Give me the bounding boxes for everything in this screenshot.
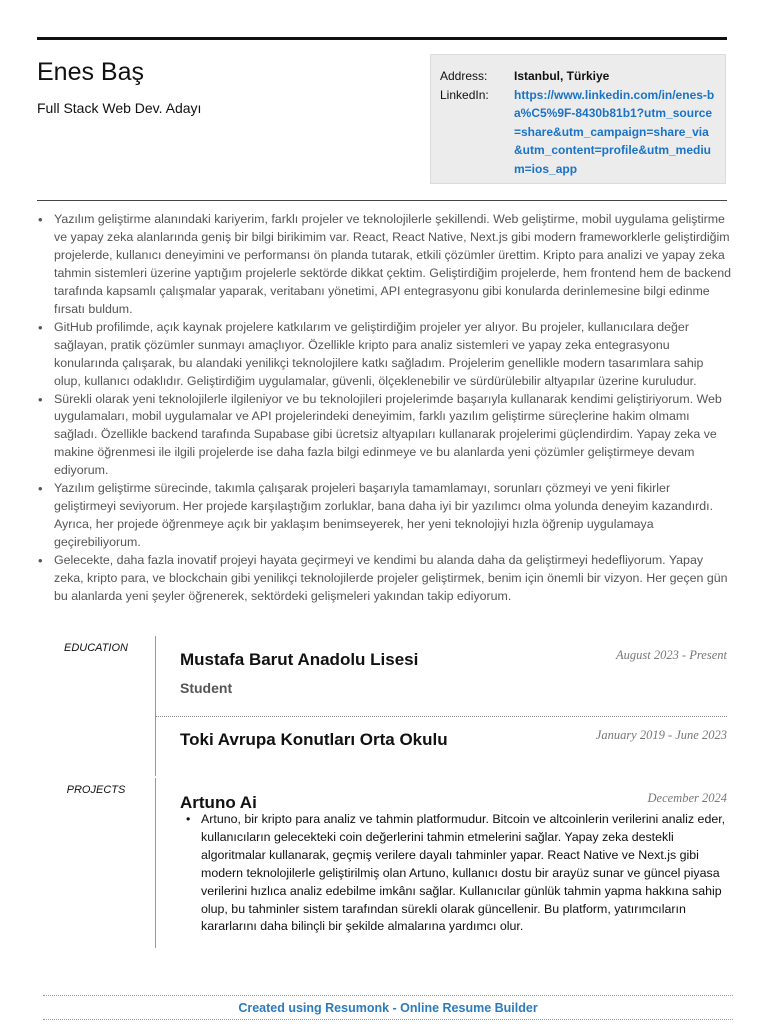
projects-vline (155, 778, 156, 948)
candidate-name: Enes Baş (37, 58, 145, 86)
linkedin-label: LinkedIn: (440, 87, 489, 102)
summary-item: • Yazılım geliştirme alanındaki kariyerim, farklı projeler ve teknolojilerle şekillendi. Web geliştirme, mobil uygulama geliştirme ve yapay zeka alanlarında geniş bir bilgi birikimim var. React, React Native, Next.js gibi modern frameworklerle geliştirdiğim projelerde, kullanıcı deneyimini ve performansı ön planda tutarak, etkili çözümler ürettim. Kripto para analizi ve yapay zeka tahmin sistemleri üzerine yaptığım projelerle sektörde dikkat çektim. Geliştirdiğim projelerde, hem frontend hem de backend tarafında kapsamlı çalışmalar yaparak, veritabanı yönetimi, API entegrasyonu gibi konularda derinlemesine bilgi edinme fırsatı buldum. (36, 211, 732, 319)
top-rule (37, 37, 727, 40)
projects-section (37, 778, 727, 948)
project-title: Artuno Ai (180, 793, 257, 812)
candidate-subtitle: Full Stack Web Dev. Adayı (37, 100, 202, 116)
contact-box (430, 54, 726, 184)
projects-label: PROJECTS (66, 784, 126, 796)
project-bullets (183, 811, 731, 936)
education-vline (155, 636, 156, 776)
summary-list (36, 211, 732, 606)
summary-item: • Yazılım geliştirme sürecinde, takımla çalışarak projeleri başarıyla tamamlamayı, sorunları çözmeyi ve yeni fikirler geliştirmeyi seviyorum. Her projede karşılaştığım zorluklar, bana daha iyi bir yazılımcı olma yolunda deneyim kazandırdı. Ayrıca, her projede öğrenmeye açık bir yaklaşım benimseyerek, her yeni teknolojiyi hızla öğrenip uygulamaya geçirebiliyorum. (36, 480, 732, 552)
summary-item: • Sürekli olarak yeni teknolojilerle ilgileniyor ve bu teknolojileri projelerimde başarıyla kullanarak kendimi geliştiriyorum. Web uygulamaları, mobil uygulamalar ve API projelerindeki deneyimim, farklı yazılım geliştirme süreçlerine hakim olmamı sağladı. Özellikle backend tarafında Supabase gibi ücretsiz altyapıları kullanarak projelerimi güçlendirdim. Yapay zeka ve makine öğrenmesi ile ilgili projelerde ise daha fazla bilgi edinmeye ve bu alanlarda yeni çözümler geliştirmeye devam ediyorum. (36, 391, 732, 481)
education-date: August 2023 - Present (616, 648, 727, 662)
project-date: December 2024 (647, 791, 727, 805)
education-date: January 2019 - June 2023 (595, 728, 727, 742)
education-school: Mustafa Barut Anadolu Lisesi (180, 650, 419, 669)
header-divider (37, 200, 727, 201)
linkedin-row (440, 86, 717, 179)
summary-item: • GitHub profilimde, açık kaynak projelere katkılarım ve geliştirdiğim projeler yer alıyor. Bu projeler, kullanıcılara değer sağlayan, pratik çözümler sunmayı amaçlıyor. Özellikle kripto para analiz sistemleri ve yapay zeka entegrasyonu konularında çalışarak, bu alandaki yenilikçi teknolojilere katkı sağladım. Projelerim genellikle modern tasarımlara sahip olup, kullanıcı odaklıdır. Geliştirdiğim uygulamalar, güvenli, ölçeklenebilir ve sürdürülebilir altyapılar üzerine kuruludur. (36, 319, 732, 391)
education-separator (155, 716, 727, 717)
education-section (37, 636, 727, 776)
address-row (440, 67, 717, 86)
education-label: EDUCATION (64, 642, 128, 654)
linkedin-link[interactable]: https://www.linkedin.com/in/enes-ba%C5%9F-8430b81b1?utm_source=share&utm_campaign=share_via&utm_content=profile&utm_medium=ios_app (514, 87, 715, 176)
education-role: Student (180, 680, 233, 696)
project-bullet: • Artuno, bir kripto para analiz ve tahmin platformudur. Bitcoin ve altcoinlerin verilerini analiz eder, kullanıcıların gelecekteki coin değerlerini tahmin etmelerini sağlar. Yapay zeka destekli algoritmalar kullanarak, geçmiş verilere dayalı tahminler yapar. React Native ve Next.js gibi modern teknolojilerle geliştirilmiş olan Artuno, kullanıcı dostu bir arayüz sunar ve güncel piyasa verilerini hızlıca analiz edebilme imkânı sağlar. Kullanıcılar günlük tahmin yapma hakkına sahip olup, bu tahminler sistem tarafından sürekli olarak güncellenir. Bu platform, yatırımcıların kararlarını daha bilinçli bir şekilde almalarına yardımcı olur. (183, 811, 731, 936)
education-school: Toki Avrupa Konutları Orta Okulu (180, 730, 448, 749)
address-value: Istanbul, Türkiye (514, 69, 610, 83)
footer-text[interactable]: Created using Resumonk - Online Resume Builder (238, 1001, 538, 1015)
footer-credit[interactable] (43, 995, 733, 1020)
address-label: Address: (440, 69, 488, 83)
summary-item: • Gelecekte, daha fazla inovatif projeyi hayata geçirmeyi ve kendimi bu alanda daha da geliştirmeyi hedefliyorum. Yapay zeka, kripto para, ve blockchain gibi yenilikçi teknolojilerde projeler geliştirmek, benim için önemli bir vizyon. Her geçen gün bu alanlarda yeni şeyler öğrenerek, sektördeki gelişmeleri yakından takip ediyorum. (36, 552, 732, 606)
